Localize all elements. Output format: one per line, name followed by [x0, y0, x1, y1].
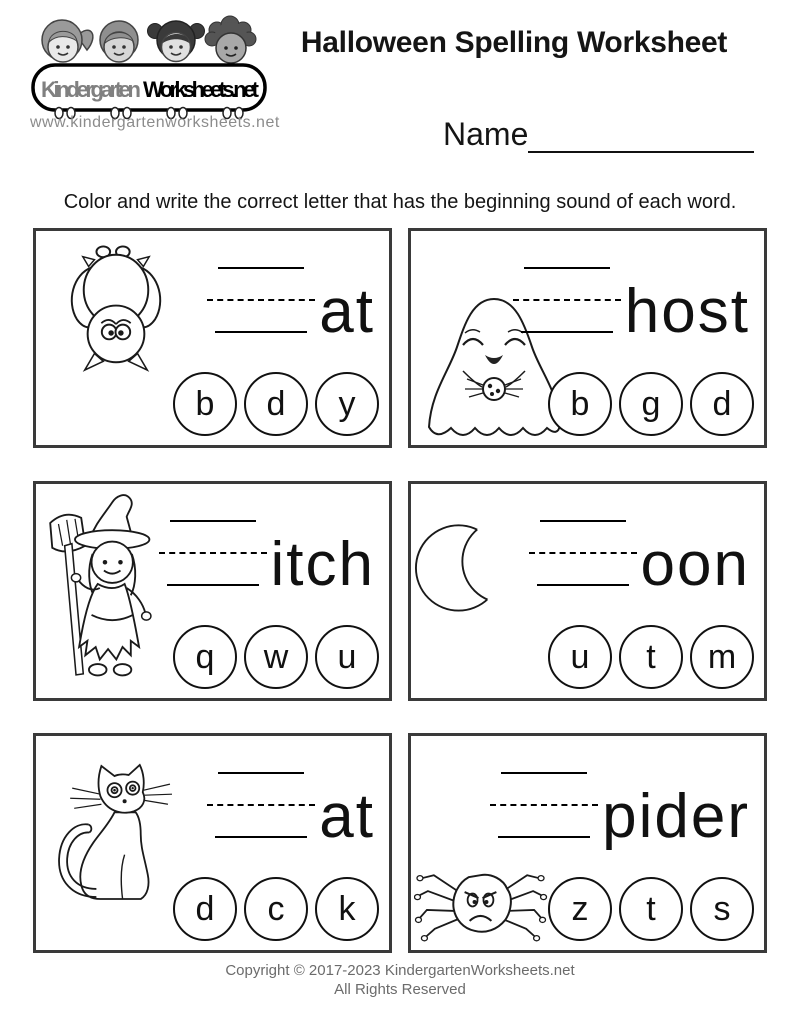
exercise-box-cat — [33, 733, 392, 953]
writing-line-top[interactable] — [540, 520, 626, 522]
writing-line-top[interactable] — [170, 520, 256, 522]
copyright-text: Copyright © 2017-2023 KindergartenWorksheets.net — [225, 962, 575, 979]
instruction-text: Color and write the correct letter that has the beginning sound of each word. — [63, 191, 737, 213]
word-suffix: at — [319, 277, 375, 346]
bat-illustration — [66, 243, 166, 375]
exercise-box-spider — [408, 733, 767, 953]
letter-choices — [548, 372, 754, 436]
letter-choice-k[interactable]: k — [315, 877, 379, 941]
svg-text:Kindergarten Worksheets. — [41, 77, 260, 102]
footer — [0, 961, 800, 999]
logo-brand-black: Worksheets.net — [143, 77, 259, 102]
name-row — [443, 116, 754, 153]
letter-choice-u[interactable]: u — [315, 625, 379, 689]
letter-choice-z[interactable]: z — [548, 877, 612, 941]
exercise-box-ghost — [408, 228, 767, 448]
name-fill-line[interactable] — [528, 121, 754, 153]
writing-line-bottom[interactable] — [167, 584, 259, 586]
spider-illustration — [414, 862, 548, 944]
writing-line-dashed[interactable] — [207, 299, 315, 301]
website-url: www.kindergartenworksheets.net — [30, 114, 280, 131]
letter-choice-t[interactable]: t — [619, 625, 683, 689]
kid-girl-pigtails-icon — [148, 21, 205, 62]
writing-lines[interactable] — [207, 267, 375, 346]
kindergartenworksheets-logo — [28, 14, 270, 126]
letter-choice-d[interactable]: d — [690, 372, 754, 436]
writing-line-dashed[interactable] — [529, 552, 637, 554]
cat-illustration — [48, 761, 174, 904]
exercise-box-moon — [408, 481, 767, 701]
word-suffix: pider — [602, 782, 750, 851]
letter-choice-d[interactable]: d — [244, 372, 308, 436]
letter-choice-u[interactable]: u — [548, 625, 612, 689]
writing-line-top[interactable] — [501, 772, 587, 774]
word-suffix: itch — [270, 530, 375, 599]
writing-line-bottom[interactable] — [521, 331, 613, 333]
letter-choices — [173, 877, 379, 941]
kid-boy-curly-icon — [205, 16, 256, 63]
word-suffix: at — [319, 782, 375, 851]
letter-choice-w[interactable]: w — [244, 625, 308, 689]
writing-line-bottom[interactable] — [498, 836, 590, 838]
moon-illustration — [415, 516, 505, 619]
letter-choice-d[interactable]: d — [173, 877, 237, 941]
letter-choices — [548, 877, 754, 941]
writing-lines[interactable] — [207, 772, 375, 851]
letter-choice-m[interactable]: m — [690, 625, 754, 689]
writing-lines[interactable] — [513, 267, 750, 346]
writing-line-top[interactable] — [524, 267, 610, 269]
rights-text: All Rights Reserved — [334, 981, 466, 998]
writing-line-dashed[interactable] — [159, 552, 267, 554]
letter-choices — [173, 625, 379, 689]
logo-brand-gray: Kindergarten — [41, 77, 141, 102]
writing-line-bottom[interactable] — [215, 836, 307, 838]
name-label: Name — [443, 116, 529, 152]
writing-line-dashed[interactable] — [513, 299, 621, 301]
writing-line-top[interactable] — [218, 267, 304, 269]
letter-choice-b[interactable]: b — [173, 372, 237, 436]
letter-choice-g[interactable]: g — [619, 372, 683, 436]
letter-choice-t[interactable]: t — [619, 877, 683, 941]
witch-illustration — [44, 492, 168, 678]
writing-line-dashed[interactable] — [490, 804, 598, 806]
writing-line-top[interactable] — [218, 772, 304, 774]
kid-girl-ponytail-icon — [42, 20, 93, 62]
writing-lines[interactable] — [159, 520, 375, 599]
writing-line-dashed[interactable] — [207, 804, 315, 806]
writing-line-bottom[interactable] — [215, 331, 307, 333]
page-title: Halloween Spelling Worksheet — [300, 26, 728, 59]
letter-choice-b[interactable]: b — [548, 372, 612, 436]
word-suffix: oon — [640, 530, 750, 599]
exercise-box-bat — [33, 228, 392, 448]
exercise-grid — [0, 228, 800, 958]
writing-lines[interactable] — [529, 520, 750, 599]
exercise-box-witch — [33, 481, 392, 701]
letter-choices — [173, 372, 379, 436]
letter-choice-s[interactable]: s — [690, 877, 754, 941]
writing-lines[interactable] — [490, 772, 750, 851]
letter-choice-y[interactable]: y — [315, 372, 379, 436]
writing-line-bottom[interactable] — [537, 584, 629, 586]
letter-choice-c[interactable]: c — [244, 877, 308, 941]
word-suffix: host — [624, 277, 750, 346]
kid-boy-gray-icon — [100, 21, 138, 62]
letter-choice-q[interactable]: q — [173, 625, 237, 689]
letter-choices — [548, 625, 754, 689]
